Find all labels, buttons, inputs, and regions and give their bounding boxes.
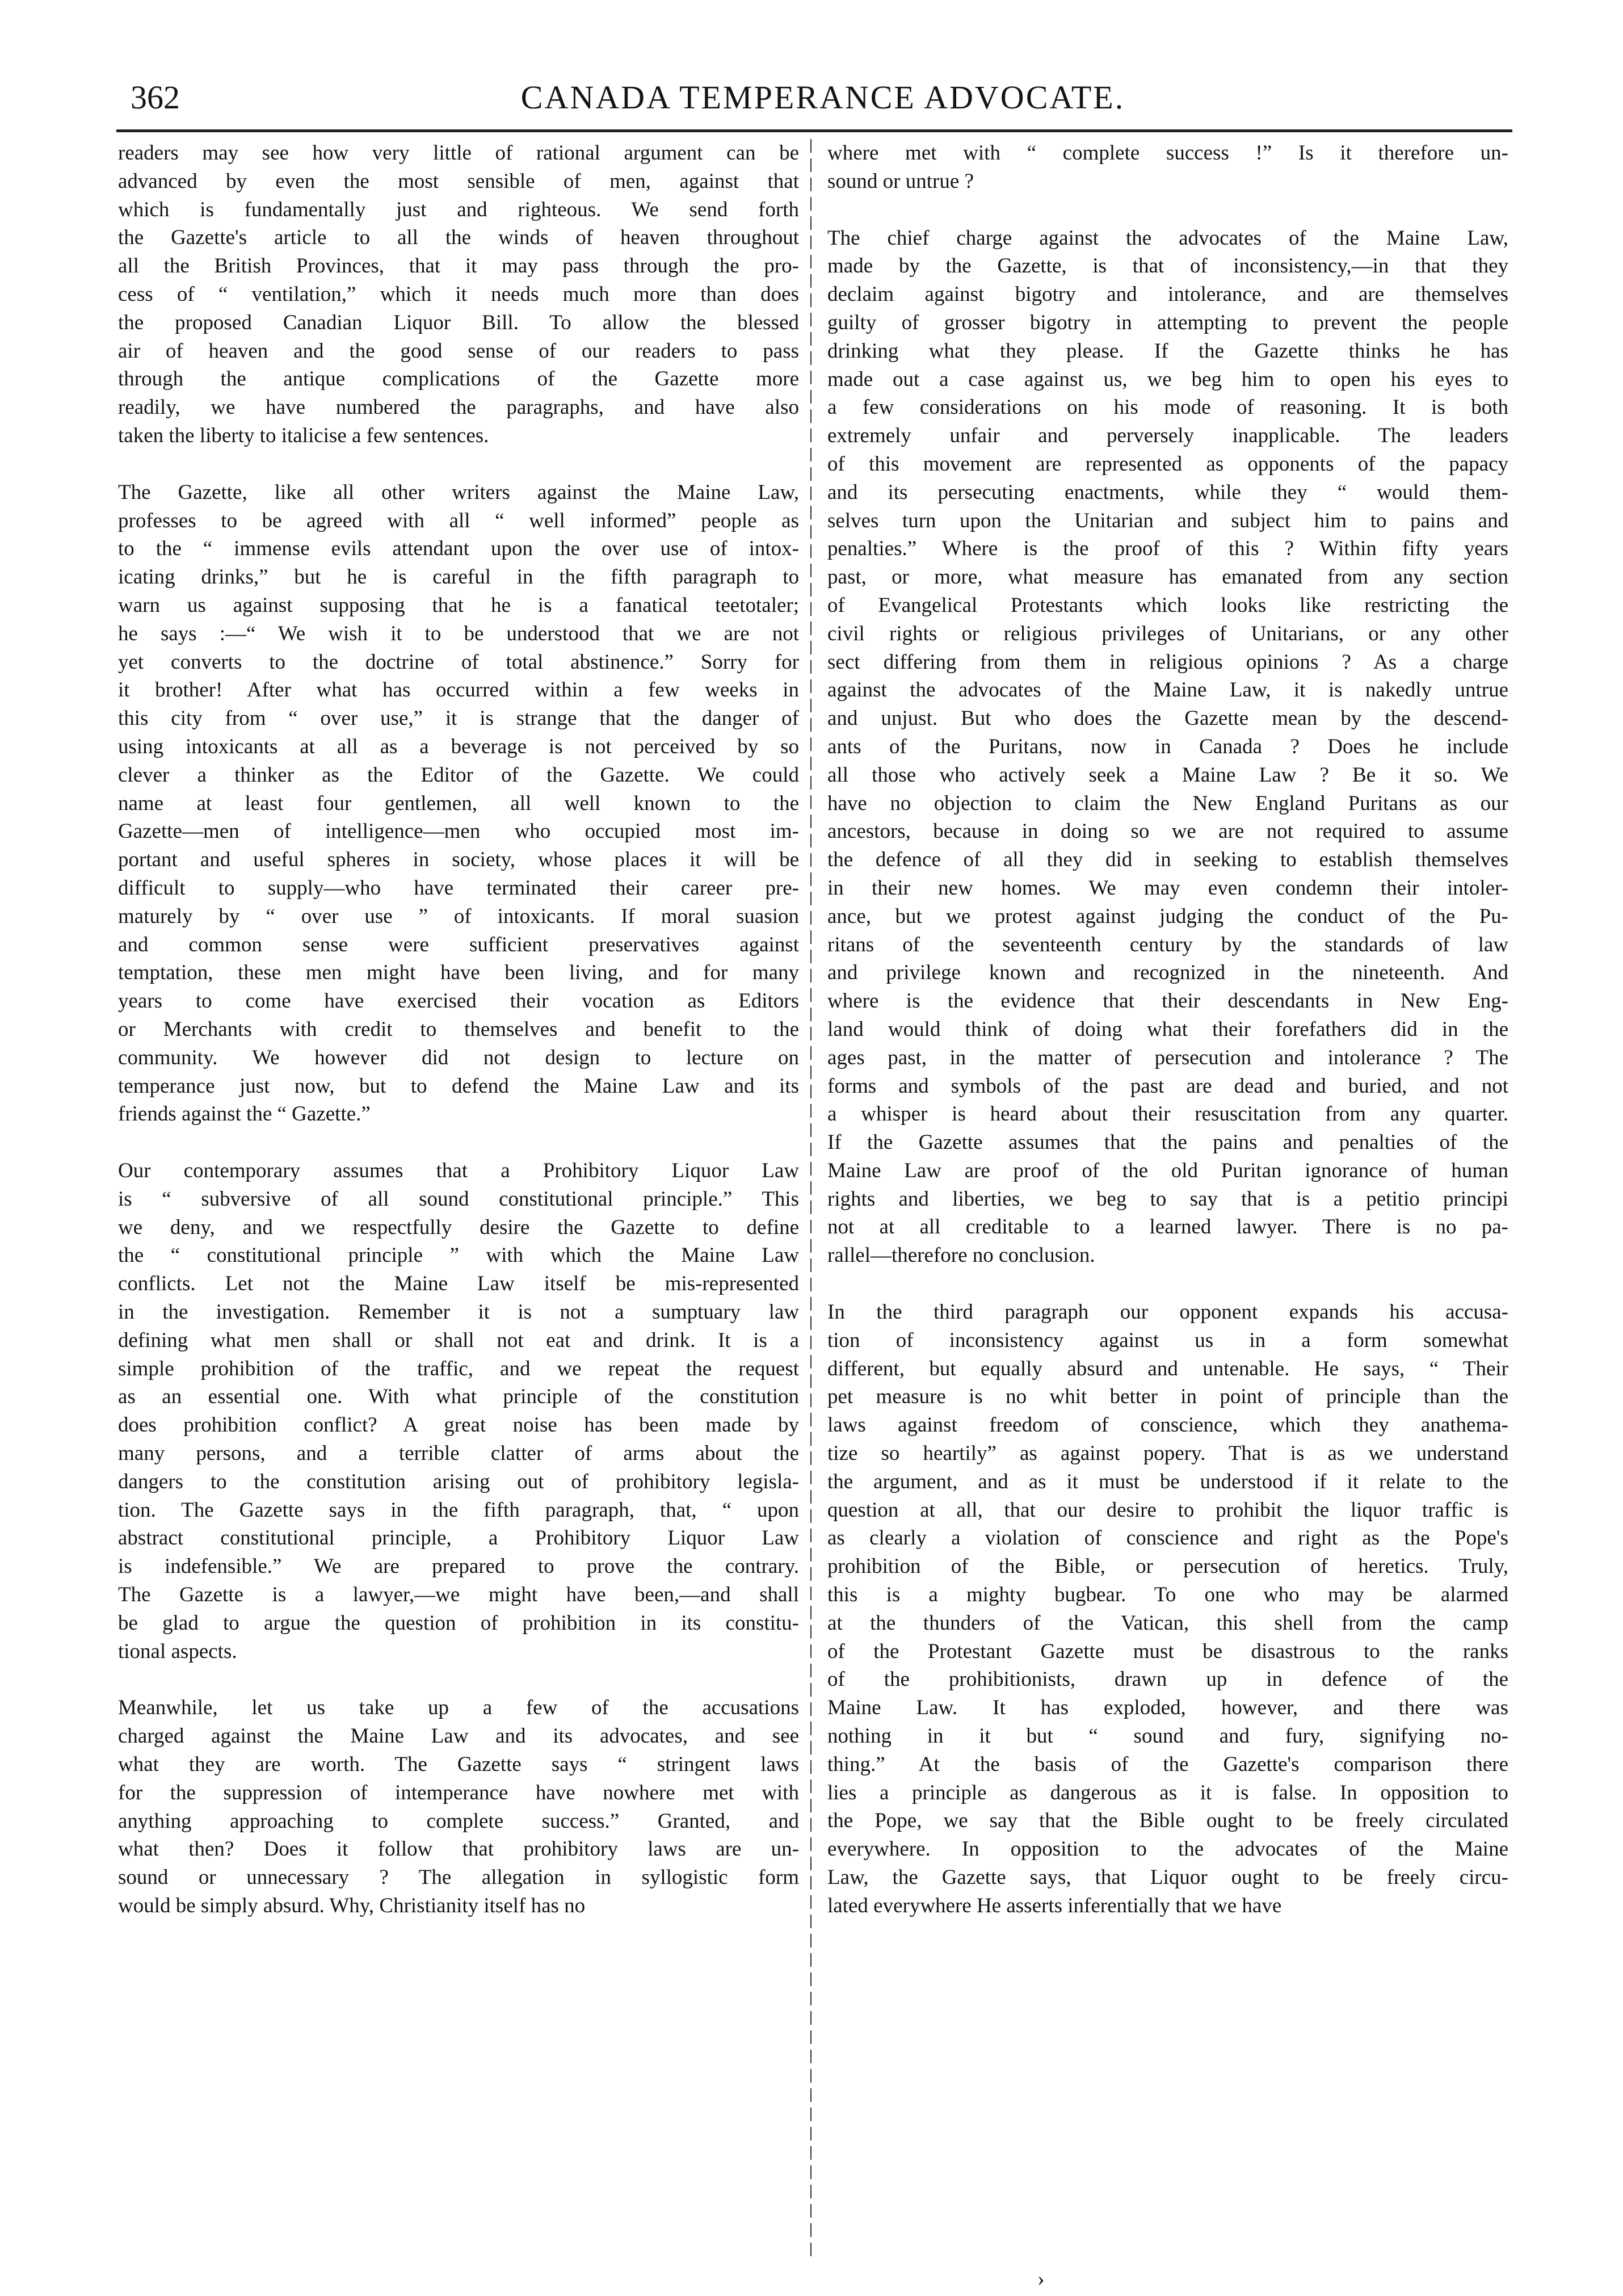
text-line: sound or unnecessary ? The allegation in syllogistic form <box>118 1866 799 1890</box>
paragraph <box>827 224 1508 1270</box>
text-line: icating drinks,” but he is careful in the fifth paragraph to <box>118 565 799 589</box>
text-line: what then? Does it follow that prohibitory laws are un- <box>118 1837 799 1861</box>
text-line: many persons, and a terrible clatter of arms about the <box>118 1442 799 1466</box>
text-line: made out a case against us, we beg him to open his eyes to <box>827 367 1508 391</box>
text-line: everywhere. In opposition to the advocates of the Maine <box>827 1837 1508 1861</box>
text-line: advanced by even the most sensible of men, against that <box>118 169 799 193</box>
text-line: different, but equally absurd and untenable. He says, “ Their <box>827 1357 1508 1380</box>
text-line: professes to be agreed with all “ well informed” people as <box>118 509 799 532</box>
text-line: at the thunders of the Vatican, this shell from the camp <box>827 1611 1508 1635</box>
text-line: extremely unfair and perversely inapplicable. The leaders <box>827 424 1508 448</box>
text-line: yet converts to the doctrine of total abstinence.” Sorry for <box>118 650 799 674</box>
paragraph-gap <box>118 1665 799 1694</box>
text-line: against the advocates of the Maine Law, it is nakedly untrue <box>827 678 1508 702</box>
text-line: which is fundamentally just and righteous. We send forth <box>118 198 799 221</box>
text-line: portant and useful spheres in society, whose places it will be <box>118 848 799 872</box>
text-line: difficult to supply—who have terminated their career pre- <box>118 876 799 900</box>
text-line: laws against freedom of conscience, which they anathema- <box>827 1413 1508 1437</box>
text-line: and common sense were sufficient preservatives against <box>118 933 799 956</box>
text-line: of Evangelical Protestants which looks like restricting the <box>827 593 1508 617</box>
text-line: this city from “ over use,” it is strange that the danger of <box>118 707 799 731</box>
text-line: the defence of all they did in seeking to establish themselves <box>827 848 1508 872</box>
paragraph <box>118 139 799 450</box>
paragraph <box>118 1694 799 1920</box>
text-line: is “ subversive of all sound constitutional principle.” This <box>118 1187 799 1211</box>
text-line: what they are worth. The Gazette says “ stringent laws <box>118 1753 799 1777</box>
text-line: past, or more, what measure has emanated from any section <box>827 565 1508 589</box>
text-line: of the prohibitionists, drawn up in defence of the <box>827 1668 1508 1691</box>
text-line: thing.” At the basis of the Gazette's comparison there <box>827 1752 1508 1776</box>
text-line: name at least four gentlemen, all well known to the <box>118 791 799 815</box>
text-line: defining what men shall or shall not eat and drink. It is a <box>118 1328 799 1352</box>
text-line: nothing in it but “ sound and fury, signifying no- <box>827 1724 1508 1748</box>
text-line: maturely by “ over use ” of intoxicants. If moral suasion <box>118 904 799 928</box>
text-line: drinking what they please. If the Gazette thinks he has <box>827 339 1508 363</box>
text-line: we deny, and we respectfully desire the Gazette to define <box>118 1215 799 1239</box>
column-divider <box>810 139 811 2256</box>
text-column-left <box>118 139 799 2256</box>
text-line: sect differing from them in religious opinions ? As a charge <box>827 650 1508 674</box>
text-line: is indefensible.” We are prepared to prove the contrary. <box>118 1555 799 1579</box>
text-line: taken the liberty to italicise a few sentences. <box>118 423 489 447</box>
text-line: tional aspects. <box>118 1639 237 1663</box>
text-line: Maine Law are proof of the old Puritan ignorance of human <box>827 1159 1508 1182</box>
text-line: prohibition of the Bible, or persecution of heretics. Truly, <box>827 1555 1508 1579</box>
text-line: of this movement are represented as opponents of the papacy <box>827 452 1508 476</box>
footer-mark: › <box>1037 2267 1045 2291</box>
text-line: If the Gazette assumes that the pains and penalties of the <box>827 1131 1508 1155</box>
paragraph-gap <box>118 1128 799 1157</box>
page-number: 362 <box>131 79 180 116</box>
text-line: he says :—“ We wish it to be understood that we are not <box>118 622 799 645</box>
text-line: charged against the Maine Law and its advocates, and see <box>118 1724 799 1748</box>
text-line: the argument, and as it must be understood if it relate to the <box>827 1470 1508 1493</box>
text-line: have no objection to claim the New England Puritans as our <box>827 791 1508 815</box>
text-line: made by the Gazette, is that of inconsistency,—in that they <box>827 254 1508 278</box>
text-line: the proposed Canadian Liquor Bill. To allow the blessed <box>118 310 799 334</box>
text-line: Law, the Gazette says, that Liquor ought to be freely circu- <box>827 1866 1508 1890</box>
text-line: land would think of doing what their forefathers did in the <box>827 1017 1508 1041</box>
text-line: The Gazette, like all other writers against the Maine Law, <box>118 480 799 504</box>
text-line: a whisper is heard about their resuscitation from any quarter. <box>827 1102 1508 1126</box>
text-line: warn us against supposing that he is a fanatical teetotaler; <box>118 593 799 617</box>
text-line: as clearly a violation of conscience and right as the Pope's <box>827 1526 1508 1550</box>
text-line: in the investigation. Remember it is not a sumptuary law <box>118 1300 799 1324</box>
text-line: and its persecuting enactments, while they “ would them- <box>827 480 1508 504</box>
header-rule <box>116 129 1512 132</box>
page-header <box>131 78 1515 129</box>
text-line: lies a principle as dangerous as it is false. In opposition to <box>827 1781 1508 1804</box>
text-line: The chief charge against the advocates of the Maine Law, <box>827 226 1508 250</box>
text-line: a few considerations on his mode of reasoning. It is both <box>827 396 1508 419</box>
text-line: and privilege known and recognized in the nineteenth. And <box>827 961 1508 985</box>
text-line: Gazette—men of intelligence—men who occupied most im- <box>118 820 799 843</box>
running-head-title: CANADA TEMPERANCE ADVOCATE. <box>520 79 1125 116</box>
text-line: simple prohibition of the traffic, and we repeat the request <box>118 1357 799 1380</box>
text-line: conflicts. Let not the Maine Law itself be mis-represented <box>118 1272 799 1296</box>
text-line: readers may see how very little of rational argument can be <box>118 141 799 165</box>
text-line: community. We however did not design to lecture on <box>118 1046 799 1069</box>
text-line: question at all, that our desire to prohibit the liquor traffic is <box>827 1498 1508 1522</box>
text-line: does prohibition conflict? A great noise has been made by <box>118 1413 799 1437</box>
text-line: Our contemporary assumes that a Prohibitory Liquor Law <box>118 1159 799 1183</box>
text-line: declaim against bigotry and intolerance, and are themselves <box>827 283 1508 307</box>
text-line: air of heaven and the good sense of our readers to pass <box>118 339 799 363</box>
paragraph-gap <box>827 1270 1508 1298</box>
text-line: anything approaching to complete success.” Granted, and <box>118 1809 799 1833</box>
text-line: ants of the Puritans, now in Canada ? Does he include <box>827 734 1508 758</box>
text-line: ance, but we protest against judging the conduct of the Pu- <box>827 904 1508 928</box>
text-line: pet measure is no whit better in point of principle than the <box>827 1385 1508 1409</box>
text-line: Maine Law. It has exploded, however, and there was <box>827 1696 1508 1720</box>
text-line: temptation, these men might have been living, and for many <box>118 961 799 985</box>
text-line: ages past, in the matter of persecution and intolerance ? The <box>827 1046 1508 1069</box>
paragraph <box>118 478 799 1128</box>
text-line: through the antique complications of the Gazette more <box>118 367 799 391</box>
paragraph <box>827 1298 1508 1920</box>
text-line: as an essential one. With what principle of the constitution <box>118 1385 799 1409</box>
text-line: rights and liberties, we beg to say that is a petitio principi <box>827 1187 1508 1211</box>
text-line: Meanwhile, let us take up a few of the accusations <box>118 1696 799 1720</box>
paragraph-gap <box>118 450 799 478</box>
text-line: temperance just now, but to defend the Maine Law and its <box>118 1074 799 1098</box>
text-line: forms and symbols of the past are dead and buried, and not <box>827 1074 1508 1098</box>
text-line: where met with “ complete success !” Is it therefore un- <box>827 141 1508 165</box>
text-line: or Merchants with credit to themselves and benefit to the <box>118 1017 799 1041</box>
text-line: tize so heartily” as against popery. That is as we understand <box>827 1442 1508 1466</box>
text-line: to the “ immense evils attendant upon the over use of intox- <box>118 537 799 561</box>
text-line: sound or untrue ? <box>827 169 974 193</box>
paragraph <box>118 1157 799 1665</box>
text-line: not at all creditable to a learned lawyer. There is no pa- <box>827 1215 1508 1239</box>
paragraph <box>827 139 1508 196</box>
text-line: it brother! After what has occurred within a few weeks in <box>118 678 799 702</box>
text-line: selves turn upon the Unitarian and subject him to pains and <box>827 509 1508 532</box>
text-line: the Gazette's article to all the winds of heaven throughout <box>118 226 799 250</box>
text-line: lated everywhere He asserts inferentially that we have <box>827 1894 1282 1917</box>
text-line: and unjust. But who does the Gazette mean by the descend- <box>827 707 1508 731</box>
text-line: dangers to the constitution arising out of prohibitory legisla- <box>118 1470 799 1493</box>
text-column-right <box>827 139 1508 2256</box>
text-line: the Pope, we say that the Bible ought to be freely circulated <box>827 1809 1508 1833</box>
text-line: tion. The Gazette says in the fifth paragraph, that, “ upon <box>118 1498 799 1522</box>
text-line: using intoxicants at all as a beverage is not perceived by so <box>118 734 799 758</box>
text-line: would be simply absurd. Why, Christianity itself has no <box>118 1894 586 1918</box>
paragraph-gap <box>827 196 1508 224</box>
text-line: penalties.” Where is the proof of this ? Within fifty years <box>827 537 1508 561</box>
text-line: civil rights or religious privileges of Unitarians, or any other <box>827 622 1508 645</box>
text-line: for the suppression of intemperance have nowhere met with <box>118 1781 799 1804</box>
text-line: In the third paragraph our opponent expands his accusa- <box>827 1300 1508 1324</box>
text-line: ritans of the seventeenth century by the standards of law <box>827 933 1508 956</box>
text-line: all the British Provinces, that it may pass through the pro- <box>118 254 799 278</box>
text-line: where is the evidence that their descendants in New Eng- <box>827 989 1508 1013</box>
text-line: The Gazette is a lawyer,—we might have been,—and shall <box>118 1583 799 1607</box>
text-line: all those who actively seek a Maine Law ? Be it so. We <box>827 763 1508 787</box>
text-line: cess of “ ventilation,” which it needs much more than does <box>118 282 799 306</box>
text-line: ancestors, because in doing so we are not required to assume <box>827 820 1508 843</box>
text-line: the “ constitutional principle ” with which the Maine Law <box>118 1244 799 1267</box>
text-line: of the Protestant Gazette must be disastrous to the ranks <box>827 1639 1508 1663</box>
text-line: this is a mighty bugbear. To one who may be alarmed <box>827 1583 1508 1607</box>
text-line: in their new homes. We may even condemn their intoler- <box>827 876 1508 900</box>
text-line: friends against the “ Gazette.” <box>118 1102 371 1126</box>
text-line: years to come have exercised their vocation as Editors <box>118 989 799 1013</box>
text-line: be glad to argue the question of prohibition in its constitu- <box>118 1611 799 1635</box>
text-line: clever a thinker as the Editor of the Gazette. We could <box>118 763 799 787</box>
text-line: rallel—therefore no conclusion. <box>827 1244 1095 1267</box>
text-line: tion of inconsistency against us in a form somewhat <box>827 1328 1508 1352</box>
text-line: readily, we have numbered the paragraphs, and have also <box>118 396 799 419</box>
text-line: abstract constitutional principle, a Prohibitory Liquor Law <box>118 1526 799 1550</box>
text-line: guilty of grosser bigotry in attempting to prevent the people <box>827 310 1508 334</box>
